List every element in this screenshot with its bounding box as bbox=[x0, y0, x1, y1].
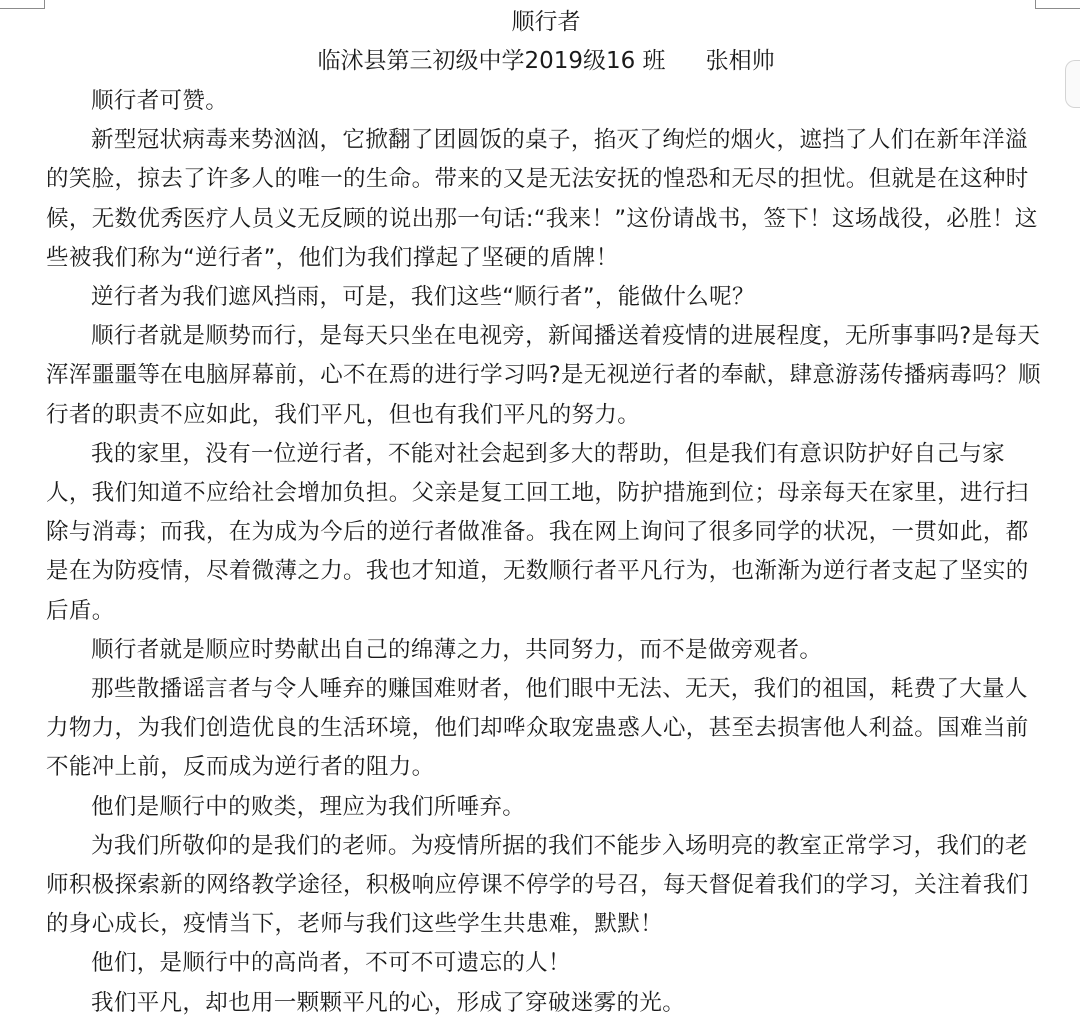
body-paragraph: 新型冠状病毒来势汹汹，它掀翻了团圆饭的桌子，掐灭了绚烂的烟火，遮挡了人们在新年洋溢的笑脸，掠去了许多人的唯一的生命。带来的又是无法安抚的惶恐和无尽的担忧。但就是在这种时候，无数优秀医疗人员义无反顾的说出那一句话:“我来！”这份请战书，签下！这场战役，必胜！这些被我们称为“逆行者”，他们为我们撑起了坚硬的盾牌！ bbox=[46, 127, 1038, 271]
document-title: 顺行者 bbox=[511, 9, 581, 35]
document-body bbox=[46, 82, 1046, 1023]
body-paragraph: 顺行者就是顺势而行，是每天只坐在电视旁，新闻播送着疫情的进展程度，无所事事吗?是每天浑浑噩噩等在电脑屏幕前，心不在焉的进行学习吗?是无视逆行者的奉献，肆意游荡传播病毒吗？顺行者的职责不应如此，我们平凡，但也有我们平凡的努力。 bbox=[46, 323, 1041, 428]
body-paragraph: 顺行者可赞。 bbox=[91, 88, 229, 114]
side-scroll-handle[interactable] bbox=[1065, 60, 1080, 108]
body-paragraph: 那些散播谣言者与令人唾弃的赚国难财者，他们眼中无法、无天，我们的祖国，耗费了大量人力物力，为我们创造优良的生活环境，他们却哗众取宠蛊惑人心，甚至去损害他人利益。国难当前不能冲上前，反而成为逆行者的阻力。 bbox=[46, 676, 1029, 781]
body-paragraph: 我的家里，没有一位逆行者，不能对社会起到多大的帮助，但是我们有意识防护好自己与家人，我们知道不应给社会增加负担。父亲是复工回工地，防护措施到位；母亲每天在家里，进行扫除与消毒；而我，在为成为今后的逆行者做准备。我在网上询问了很多同学的状况，一贯如此，都是在为防疫情，尽着微薄之力。我也才知道，无数顺行者平凡行为，也渐渐为逆行者支起了坚实的后盾。 bbox=[46, 440, 1029, 624]
body-paragraph: 他们是顺行中的败类，理应为我们所唾弃。 bbox=[91, 793, 526, 820]
body-paragraph: 我们平凡，却也用一颗颗平凡的心，形成了穿破迷雾的光。 bbox=[91, 989, 686, 1016]
document-byline bbox=[46, 43, 1046, 79]
byline-school-class: 临沭县第三初级中学2019级16 班 bbox=[317, 48, 666, 74]
body-paragraph: 为我们所敬仰的是我们的老师。为疫情所据的我们不能步入场明亮的教室正常学习，我们的老师积极探索新的网络教学途径，积极响应停课不停学的号召，每天督促着我们的学习，关注着我们的身心成长，疫情当下，老师与我们这些学生共患难，默默！ bbox=[46, 832, 1029, 938]
page-corner-mark-left bbox=[0, 0, 45, 9]
body-paragraph: 顺行者就是顺应时势献出自己的绵薄之力，共同努力，而不是做旁观者。 bbox=[91, 636, 823, 663]
body-paragraph: 逆行者为我们遮风挡雨，可是，我们这些“顺行者”，能做什么呢？ bbox=[91, 284, 755, 311]
body-paragraph: 他们，是顺行中的高尚者，不可不可遗忘的人！ bbox=[91, 950, 571, 977]
byline-author: 张相帅 bbox=[705, 48, 775, 74]
